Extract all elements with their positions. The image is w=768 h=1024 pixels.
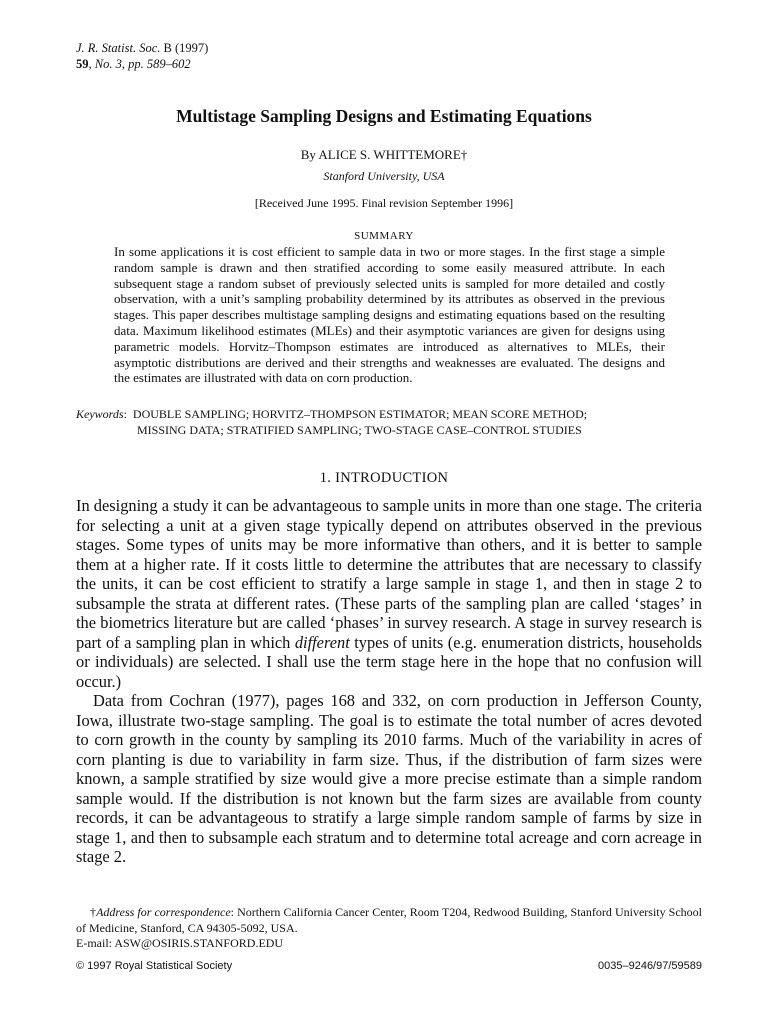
received-dates: [Received June 1995. Final revision September 1996] <box>254 196 514 210</box>
keywords-block: Keywords: DOUBLE SAMPLING; HORVITZ–THOMPSON ESTIMATOR; MEAN SCORE METHOD; MISSING DATA; STRATIFIED SAMPLING; TWO-STAGE CASE–CONTROL STUDIES <box>76 407 666 438</box>
journal-issue: No. 3 <box>94 57 122 71</box>
body-text <box>76 496 702 867</box>
journal-year: (1997) <box>174 41 209 55</box>
paper-title: Multistage Sampling Designs and Estimating Equations <box>176 106 592 126</box>
author-affiliation: Stanford University, USA <box>323 169 445 183</box>
author-line: By ALICE S. WHITTEMORE† <box>300 147 468 162</box>
footnote <box>76 905 702 952</box>
footnote-address <box>76 905 702 936</box>
copyright-notice: © 1997 Royal Statistical Society <box>76 960 233 972</box>
journal-volume: 59 <box>76 57 89 71</box>
article-code: 0035–9246/97/59589 <box>598 960 702 972</box>
keywords-line-2: MISSING DATA; STRATIFIED SAMPLING; TWO-STAGE CASE–CONTROL STUDIES <box>137 422 582 437</box>
journal-line-1 <box>76 40 208 56</box>
journal-name: J. R. Statist. Soc. <box>76 41 161 55</box>
emphasis-different: different <box>294 632 350 652</box>
journal-series: B <box>163 41 172 55</box>
footnote-mark: † <box>90 905 97 919</box>
footnote-label: Address for correspondence <box>96 905 231 919</box>
paragraph-1-end: types of units (e.g. enumeration districts, households or individuals) are selected. I shall use the term stage here in the hope that no confusion will occur.) <box>76 632 702 691</box>
journal-citation <box>76 40 208 72</box>
footnote-email: E-mail: ASW@OSIRIS.STANFORD.EDU <box>76 936 284 950</box>
summary-text: In some applications it is cost efficient to sample data in two or more stages. In the first stage a simple random sample is drawn and then stratified according to some easily measured attribute. In each subsequent stage a random subset of previously selected units is sampled for more detailed and costly observation, with a unit’s sampling probability determined by its attributes as observed in the previous stages. This paper describes multistage sampling designs and estimating equations based on the resulting data. Maximum likelihood estimates (MLEs) and their asymptotic variances are given for designs using parametric models. Horvitz–Thompson estimates are introduced as alternatives to MLEs, their asymptotic distributions are derived and their strengths and weaknesses are evaluated. The designs and the estimates are illustrated with data on corn production. <box>114 244 665 386</box>
keywords-label: Keywords <box>76 407 124 421</box>
section-heading: 1. INTRODUCTION <box>319 470 449 486</box>
paragraph-1 <box>76 496 702 691</box>
paragraph-2: Data from Cochran (1977), pages 168 and 332, on corn production in Jefferson County, Iowa, illustrate two-stage sampling. The goal is to estimate the total number of acres devoted to corn growth in the county by sampling its 2010 farms. Much of the variability in acres of corn planting is due to variability in farm size. Thus, if the distribution of farm sizes were known, a sample stratified by size would give a more precise estimate than a simple random sample would. If the distribution is not known but the farm sizes are available from county records, it can be advantageous to stratify a large simple random sample of farms by size in stage 1, and then to subsample each stratum and to determine total acreage and corn acreage in stage 2. <box>76 691 702 866</box>
journal-line-2: 59, No. 3, pp. 589–602 <box>76 57 191 71</box>
paragraph-1-start: In designing a study it can be advantageous to sample units in more than one stage. The criteria for selecting a unit at a given stage typically depend on attributes observed in the previous stages. Some types of units may be more informative than others, and it is better to sample them at a higher rate. If it costs little to determine the attributes that are necessary to classify the units, it can be cost efficient to stratify a large sample in stage 1, and then in stage 2 to subsample the strata at different rates. (These parts of the sampling plan are called ‘stages’ in the biometrics literature but are called ‘phases’ in survey research. A stage in survey research is part of a sampling plan in which <box>76 496 702 652</box>
keywords-line-1: DOUBLE SAMPLING; HORVITZ–THOMPSON ESTIMATOR; MEAN SCORE METHOD; <box>132 407 588 421</box>
summary-heading: SUMMARY <box>354 230 414 242</box>
footnote-text: : Northern California Cancer Center, Room T204, Redwood Building, Stanford University School of Medicine, Stanford, CA 94305-5092, USA. <box>76 905 703 935</box>
journal-pages: pp. 589–602 <box>128 57 191 71</box>
